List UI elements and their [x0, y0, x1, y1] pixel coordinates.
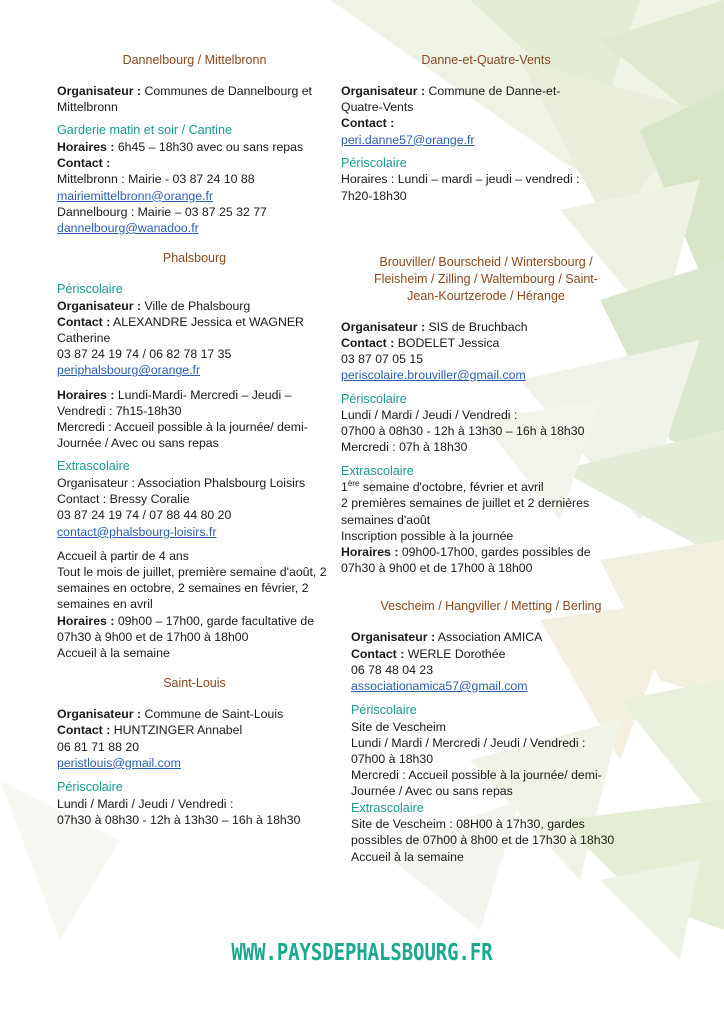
info-line: Site de Vescheim : 08H00 à 17h30, gardes possibles de 07h00 à 8h00 et de 17h30 à 18h30: [351, 817, 615, 848]
hours-value: 6h45 – 18h30 avec ou sans repas: [114, 139, 304, 154]
town-heading: Phalsbourg: [162, 251, 227, 266]
contact-line: Mittelbronn : Mairie - 03 87 24 10 88: [57, 172, 255, 187]
service-heading: Extrascolaire: [57, 459, 130, 474]
service-heading: Garderie matin et soir / Cantine: [57, 123, 232, 138]
contact-value: WERLE Dorothée: [404, 646, 506, 661]
organizer-label: Organisateur :: [57, 84, 142, 98]
contact-line: Dannelbourg : Mairie – 03 87 25 32 77: [57, 204, 267, 219]
wednesday-info: Mercredi : Accueil possible à la journée/ demi-Journée / Avec ou sans repas: [57, 420, 308, 451]
hours-label: Horaires :: [57, 613, 115, 628]
email-link[interactable]: associationamica57@gmail.com: [351, 678, 528, 693]
ordinal-number: 1: [341, 480, 348, 495]
hours-value: 09h00 – 17h00, garde facultative de 07h30 à 9h00 et de 17h00 à 18h00: [57, 613, 315, 644]
organizer-label: Organisateur :: [57, 707, 142, 722]
hours-label: Horaires :: [57, 387, 115, 402]
info-line: Accueil à la semaine: [351, 849, 464, 864]
organizer-value: Ville de Phalsbourg: [141, 298, 251, 313]
phone-number: 06 78 48 04 23: [351, 662, 434, 677]
organizer-value: Association AMICA: [435, 630, 543, 645]
contact-label: Contact :: [57, 723, 111, 738]
left-column: [57, 52, 332, 828]
site-line: Site de Vescheim: [351, 719, 447, 734]
email-link[interactable]: peristlouis@gmail.com: [57, 755, 181, 770]
wednesday-info: Mercredi : 07h à 18h30: [341, 440, 468, 455]
contact-label: Contact :: [341, 116, 395, 131]
phone-number: 03 87 24 19 74 / 07 88 44 80 20: [57, 508, 232, 523]
email-link[interactable]: periphalsbourg@orange.fr: [57, 363, 201, 378]
service-heading: Périscolaire: [57, 780, 123, 794]
hours-line: 07h00 à 18h30: [351, 752, 434, 767]
info-line: Inscription possible à la journée: [341, 528, 514, 543]
wednesday-info: Mercredi : Accueil possible à la journée/ demi-Journée / Avec ou sans repas: [351, 768, 602, 799]
organizer-value: Commune de Saint-Louis: [141, 707, 284, 722]
right-column: [341, 52, 631, 865]
hours-line: 07h00 à 08h30 - 12h à 13h30 – 16h à 18h30: [341, 424, 585, 439]
contact-label: Contact :: [57, 314, 111, 329]
section-dannelbourg: [57, 52, 332, 236]
section-phalsbourg: [57, 250, 332, 661]
hours-line: 07h30 à 08h30 - 12h à 13h30 – 16h à 18h30: [57, 812, 301, 827]
contact-value: BODELET Jessica: [394, 335, 500, 350]
email-link[interactable]: dannelbourg@wanadoo.fr: [57, 220, 199, 235]
hours-value: 09h00-17h00, gardes possibles de 07h30 à 9h00 et de 17h00 à 18h00: [341, 544, 591, 576]
phone-number: 03 87 24 19 74 / 06 82 78 17 35: [57, 347, 232, 362]
section-danne: [341, 52, 631, 204]
organizer-label: Organisateur :: [57, 298, 142, 313]
info-line: Tout le mois de juillet, première semaine d'août, 2 semaines en octobre, 2 semaines en février, 2 semaines en avril: [57, 564, 327, 612]
organizer-line: Organisateur : Association Phalsbourg Loisirs: [57, 475, 306, 490]
contact-line: Contact : Bressy Coralie: [57, 492, 190, 507]
service-heading: Périscolaire: [341, 391, 407, 406]
organizer-label: Organisateur :: [341, 84, 426, 98]
contact-value: ALEXANDRE Jessica et WAGNER Catherine: [57, 314, 304, 346]
info-text: semaine d'octobre, février et avril: [359, 480, 544, 495]
info-line: Accueil à la semaine: [57, 645, 170, 660]
service-heading: Extrascolaire: [351, 800, 424, 815]
email-link[interactable]: peri.danne57@orange.fr: [341, 132, 475, 147]
town-heading: Brouviller/ Bourscheid / Wintersbourg / Fleisheim / Zilling / Waltembourg / Saint-Jean-Kourtzerode / Hérange: [374, 254, 598, 303]
service-heading: Périscolaire: [351, 703, 417, 718]
email-link[interactable]: mairiemittelbronn@orange.fr: [57, 188, 214, 203]
hours-line: Horaires : Lundi – mardi – jeudi – vendredi : 7h20-18h30: [341, 172, 580, 203]
hours-label: Horaires :: [57, 139, 115, 154]
contact-label: Contact :: [341, 335, 395, 350]
phone-number: 06 81 71 88 20: [57, 739, 140, 754]
contact-label: Contact :: [57, 156, 111, 171]
town-heading: Saint-Louis: [163, 676, 226, 691]
section-vescheim: [341, 598, 631, 864]
info-line: Accueil à partir de 4 ans: [57, 548, 189, 563]
town-heading: Dannelbourg / Mittelbronn: [122, 53, 267, 67]
hours-value: Lundi-Mardi- Mercredi – Jeudi – Vendredi : 7h15-18h30: [57, 387, 292, 418]
organizer-label: Organisateur :: [341, 319, 426, 334]
website-url[interactable]: WWW.PAYSDEPHALSBOURG.FR: [231, 940, 493, 966]
contact-label: Contact :: [351, 646, 405, 661]
organizer-label: Organisateur :: [351, 630, 436, 645]
service-heading: Extrascolaire: [341, 463, 414, 478]
town-heading: Danne-et-Quatre-Vents: [421, 53, 551, 67]
organizer-value: SIS de Bruchbach: [425, 319, 528, 334]
organizer-value: Communes de Dannelbourg et Mittelbronn: [57, 84, 312, 115]
days-line: Lundi / Mardi / Jeudi / Vendredi :: [341, 408, 518, 423]
town-heading: Vescheim / Hangviller / Metting / Berling: [380, 599, 602, 614]
phone-number: 03 87 07 05 15: [341, 352, 424, 367]
section-saint-louis: [57, 675, 332, 828]
days-line: Lundi / Mardi / Jeudi / Vendredi :: [57, 796, 234, 811]
email-link[interactable]: contact@phalsbourg-loisirs.fr: [57, 524, 217, 539]
info-line: 2 premières semaines de juillet et 2 dernières semaines d'août: [341, 496, 590, 527]
contact-value: HUNTZINGER Annabel: [110, 723, 243, 738]
service-heading: Périscolaire: [341, 155, 407, 170]
email-link[interactable]: periscolaire.brouviller@gmail.com: [341, 368, 526, 383]
organizer-value: Commune de Danne-et-Quatre-Vents: [341, 84, 561, 115]
service-heading: Périscolaire: [57, 282, 123, 297]
ordinal-suffix: ère: [347, 479, 360, 489]
hours-label: Horaires :: [341, 544, 399, 559]
section-brouviller: [341, 254, 631, 577]
days-line: Lundi / Mardi / Mercredi / Jeudi / Vendredi :: [351, 735, 586, 750]
